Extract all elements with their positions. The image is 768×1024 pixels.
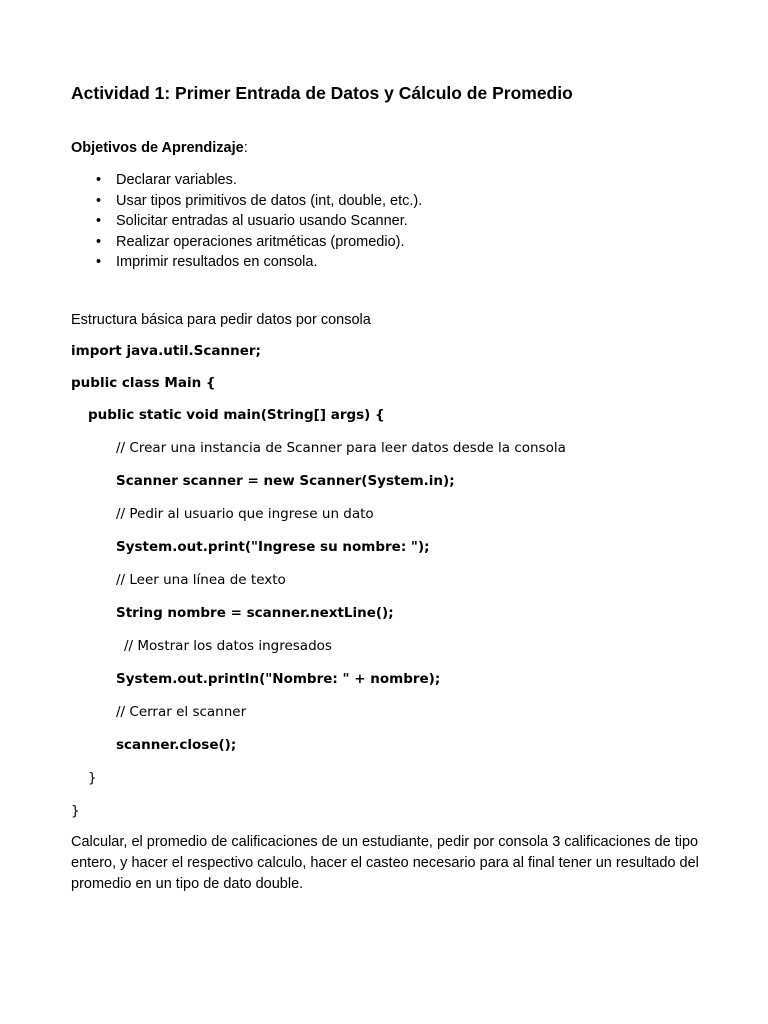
code-brace-class: } [71,803,80,819]
code-line-import: import java.util.Scanner; [71,343,261,359]
list-item-text: Solicitar entradas al usuario usando Scanner. [116,213,408,229]
bullet-icon: • [96,233,102,250]
code-comment: // Mostrar los datos ingresados [124,638,332,654]
objectives-heading: Objetivos de Aprendizaje [71,140,244,156]
code-line-close: scanner.close(); [116,737,237,753]
code-comment: // Leer una línea de texto [116,572,286,588]
document-title: Actividad 1: Primer Entrada de Datos y Cálculo de Promedio [71,83,573,103]
code-line-read: String nombre = scanner.nextLine(); [116,605,394,621]
bullet-icon: • [96,254,102,270]
objectives-heading-line [71,140,248,156]
list-item-text: Imprimir resultados en consola. [116,254,318,270]
code-line-print: System.out.print("Ingrese su nombre: "); [116,539,430,555]
list-item [96,252,422,273]
code-line-main: public static void main(String[] args) { [88,407,385,423]
bullet-icon: • [96,172,102,188]
list-item-text: Declarar variables. [116,172,237,188]
list-item [96,191,422,212]
list-item-text: Usar tipos primitivos de datos (int, double, etc.). [116,192,423,209]
code-brace-method: } [88,770,97,786]
code-line-class: public class Main { [71,375,216,391]
list-item [96,170,422,191]
list-item-text: Realizar operaciones aritméticas (promedio). [116,233,405,250]
list-item [96,211,422,232]
code-comment: // Crear una instancia de Scanner para leer datos desde la consola [116,440,566,456]
list-item [96,232,422,253]
code-line-scanner: Scanner scanner = new Scanner(System.in); [116,473,455,489]
objectives-colon: : [243,140,248,156]
bullet-icon: • [96,213,102,229]
code-comment: // Pedir al usuario que ingrese un dato [116,506,374,522]
closing-paragraph: Calcular, el promedio de calificaciones de un estudiante, pedir por consola 3 calificaciones de tipo entero, y hacer el respectivo calculo, hacer el casteo necesario para al final tener un resultado del promedio en un tipo de dato double. [71,834,699,892]
intro-paragraph: Estructura básica para pedir datos por consola [71,312,371,328]
code-comment: // Cerrar el scanner [116,704,247,720]
objectives-list [96,170,422,273]
bullet-icon: • [96,192,102,209]
code-line-println: System.out.println("Nombre: " + nombre); [116,671,441,687]
